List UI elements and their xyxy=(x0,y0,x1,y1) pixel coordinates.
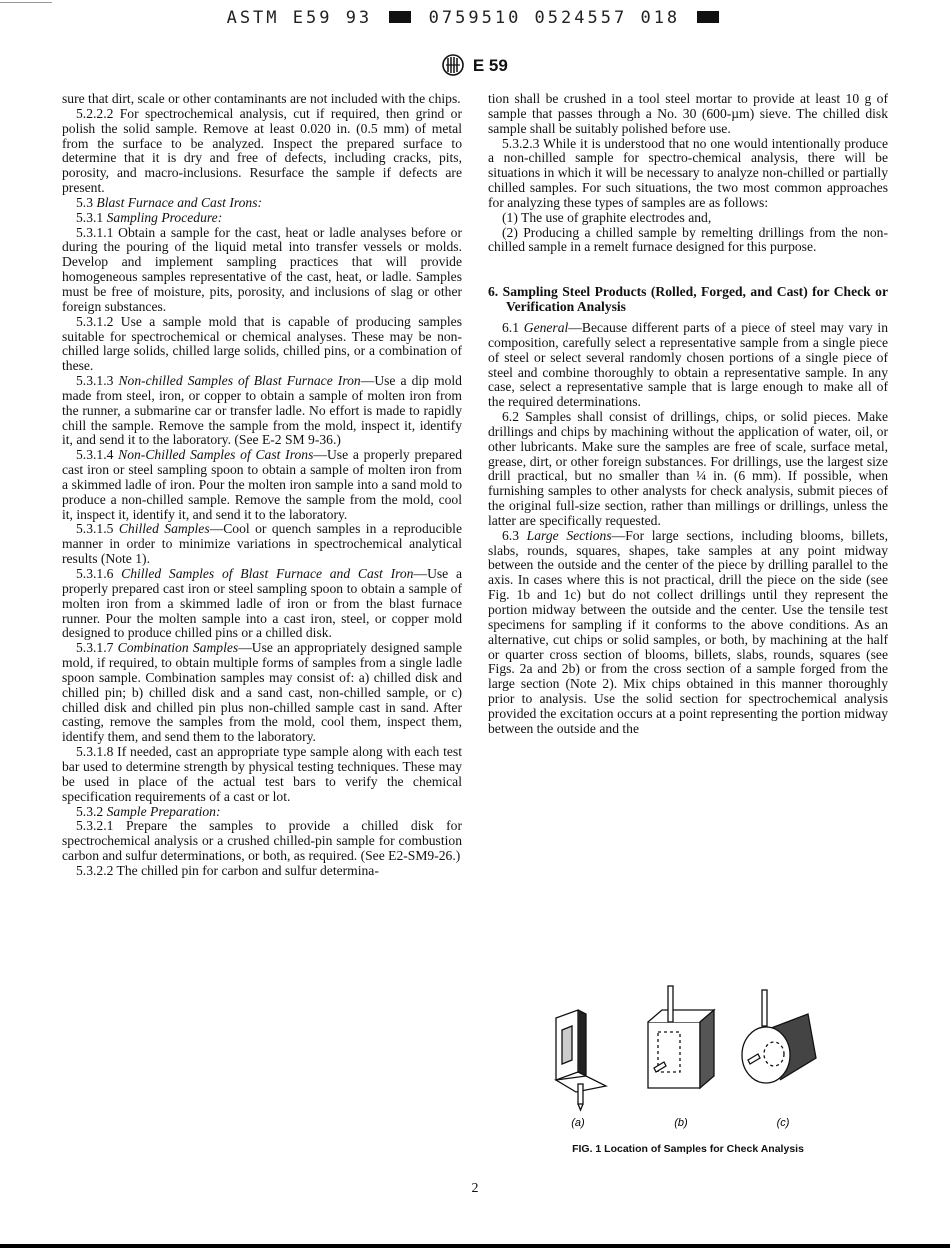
figure-label-b: (b) xyxy=(674,1117,688,1129)
astm-logo-icon xyxy=(442,54,464,76)
paragraph-text: 5.3.2.2 The chilled pin for carbon and sulfur determina- xyxy=(76,862,379,878)
paragraph-text: —Because different parts of a piece of steel may vary in composition, carefully select a representative sample from a single piece of steel or select several randomly chosen portions of a single piece of steel and combine thoroughly to obtain a representative sample. In any case, select a representative sample that is large enough to make all of the required determinations. xyxy=(488,319,888,410)
paragraph-text: sure that dirt, scale or other contaminants are not included with the chips. xyxy=(62,91,461,106)
bottom-rule xyxy=(0,1244,950,1248)
right-column xyxy=(488,92,888,737)
paragraph xyxy=(62,641,462,745)
standard-number: E 59 xyxy=(472,56,508,75)
paragraph-title: Sampling Procedure: xyxy=(106,209,223,225)
paragraph xyxy=(62,745,462,804)
paragraph xyxy=(488,410,888,529)
paragraph xyxy=(62,196,462,211)
paragraph-title: Blast Furnace and Cast Irons: xyxy=(96,194,263,210)
paragraph-number: (1) xyxy=(502,209,518,225)
paragraph-title: Non-Chilled Samples of Cast Irons xyxy=(118,447,314,463)
paragraph-number: 5.3.1.3 xyxy=(76,373,114,389)
paragraph xyxy=(62,448,462,522)
paragraph-text: —Use an appropriately designed sample mold, if required, to obtain multiple forms of samples from a single ladle spoon sample. Combination samples may consist of: a) chilled disk and chilled pin; b) chilled disk and a sand cast, non-chilled sample, or c) chilled disk and chilled pin plus non-chilled sample cast in sand. After casting, remove the samples from the mold, cool them, inspect them, identify them, and send them to the laboratory. xyxy=(62,640,462,745)
paragraph xyxy=(62,567,462,641)
figure-part-a xyxy=(556,1010,606,1110)
paragraph-text: 5.3.1.2 Use a sample mold that is capable of producing samples suitable for spectrochemical or chemical analyses. These may be non-chilled large solids, chilled large solids, chilled pins, or a combination of these. xyxy=(62,313,462,374)
paragraph-number: 6.1 xyxy=(502,319,519,335)
paragraph xyxy=(62,226,462,315)
paragraph-text: 5.2.2.2 For spectrochemical analysis, cut if required, then grind or polish the solid sample. Remove at least 0.020 in. (0.5 mm) of metal from the surface to be analyzed. Inspect the prepared surface to determine that it is dry and free of defects, including cracks, pits, porosity, and macro-inclusions. Resurface the sample if defects are present. xyxy=(62,105,462,196)
paragraph xyxy=(62,315,462,374)
paragraph-text: Producing a chilled sample by remelting drillings from the non-chilled sample in a remelt furnace designed for this purpose. xyxy=(488,224,888,255)
paragraph-title: Combination Samples xyxy=(117,640,239,656)
header-code-right: 018 xyxy=(640,8,681,28)
paragraph xyxy=(62,819,462,864)
paragraph xyxy=(62,374,462,448)
paragraph xyxy=(62,107,462,196)
paragraph-title: Sample Preparation: xyxy=(106,803,221,819)
paragraph xyxy=(488,92,888,137)
paragraph-number: 5.3.1 xyxy=(76,209,104,225)
paragraph-text: 5.3.1.1 Obtain a sample for the cast, heat or ladle analyses before or during the pouring of the liquid metal into transfer vessels or molds. Develop and implement sampling practices that will provide homogeneous samples representative of the cast, heat, or ladle. Samples must be free of moisture, pits, porosity, and inclusions of slag or other foreign substances. xyxy=(62,224,462,314)
paragraph-text: —Use a dip mold made from steel, iron, or copper to obtain a sample of molten iron from the runner, a submarine car or transfer ladle. No effort is made to rapidly chill the sample. Remove the sample from the mold, inspect it, identify it, and send it to the laboratory. (See E-2 SM 9-36.) xyxy=(62,373,462,448)
header-code-left: ASTM E59 93 xyxy=(226,8,373,28)
paragraph-number: 5.3 xyxy=(76,194,93,210)
figure-label-a: (a) xyxy=(571,1117,585,1129)
paragraph-number: 5.3.2 xyxy=(76,803,104,819)
paragraph-text: 5.3.1.8 If needed, cast an appropriate type sample along with each test bar used to determine strength by physical testing techniques. These may be used in place of the actual test bars to verify the chemical specification requirements of a cast or lot. xyxy=(62,744,462,804)
paragraph-text: 5.3.2.1 Prepare the samples to provide a chilled disk for spectrochemical analysis or a crushed chilled-pin sample for combustion carbon and sulfur determinations, or both, as required. (See E2-SM9-26.) xyxy=(62,818,462,864)
paragraph xyxy=(62,211,462,226)
paragraph xyxy=(62,522,462,567)
black-block-1 xyxy=(389,11,411,23)
paragraph-title: Chilled Samples xyxy=(118,521,210,537)
astm-header-code xyxy=(0,8,950,28)
paragraph xyxy=(488,211,888,226)
figure-part-c xyxy=(742,990,816,1083)
paragraph xyxy=(488,226,888,256)
right-column-section-6 xyxy=(488,321,888,737)
paragraph-text: The use of graphite electrodes and, xyxy=(521,209,712,225)
standard-designation xyxy=(0,54,950,76)
paragraph-text: tion shall be crushed in a tool steel mortar to provide at least 10 g of sample that passes through a No. 30 (600-µm) sieve. The chilled disk sample shall be suitably polished before use. xyxy=(488,91,888,136)
black-block-2 xyxy=(697,11,719,23)
section-6-heading: 6. Sampling Steel Products (Rolled, Forged, and Cast) for Check or Verification Analysis xyxy=(488,284,888,315)
paragraph-title: Non-chilled Samples of Blast Furnace Iron xyxy=(118,373,361,389)
figure-1-illustration xyxy=(548,980,838,1130)
paragraph xyxy=(62,805,462,820)
paragraph xyxy=(62,864,462,879)
paragraph xyxy=(488,321,888,410)
paragraph-number: 5.3.1.4 xyxy=(76,447,114,463)
left-column xyxy=(62,92,462,879)
paragraph-text: —Use a properly prepared cast iron or steel sampling spoon to obtain a sample of molten iron from a skimmed ladle of iron or from the blast furnace runner. Pour the molten sample into a cast iron, steel, or copper mold designed to produce chilled pins or a chilled disk. xyxy=(62,566,462,641)
paragraph xyxy=(62,92,462,107)
paragraph-number: 5.3.1.7 xyxy=(76,640,114,656)
paragraph-text: —For large sections, including blooms, billets, slabs, rounds, squares, shapes, take samples at any point midway between the outside and the center of the piece by drilling parallel to the axis. In cases where this is not practical, drill the piece on the side (see Fig. 1b and 1c) but do not collect drillings until they represent the portion midway between the outside and the center. Use the tensile test specimens for sampling if it conforms to the above conditions. As an alternative, cut chips or solid samples, or both, by machining at the half or quarter cross section of blooms, billets, slabs, rounds, squares (see Figs. 2a and 2b) or from the cross section of a sample forged from the large section (Note 2). Mix chips obtained in this manner thoroughly prior to analysis. Use the solid section for spectrochemical analysis provided the excitation occurs at a point representing the portion midway between the outside and the xyxy=(488,527,888,736)
paragraph-text: 5.3.2.3 While it is understood that no one would intentionally produce a non-chilled sample for spectro-chemical analysis, there will be situations in which it will be necessary to analyze non-chilled or partially chilled samples. For such situations, the two most common approaches for analyzing these types of samples are as follows: xyxy=(488,135,888,210)
paragraph-number: 5.3.1.6 xyxy=(76,566,114,581)
paragraph-title: General xyxy=(523,319,569,335)
paragraph-number: (2) xyxy=(502,224,518,240)
paragraph xyxy=(488,529,888,737)
paragraph-number: 5.3.1.5 xyxy=(76,521,114,537)
right-column-top xyxy=(488,92,888,255)
page-number: 2 xyxy=(471,1181,479,1196)
figure-label-c: (c) xyxy=(776,1117,790,1129)
paragraph-text: —Cool or quench samples in a reproducible manner in order to minimize variations in spectrochemical analytical results (Note 1). xyxy=(62,521,462,567)
header-code-mid: 0759510 0524557 xyxy=(428,8,628,28)
paragraph-text: 6.2 Samples shall consist of drillings, chips, or solid pieces. Make drillings and chips by machining without the application of water, oil, or other lubricants. Make sure the samples are free of scale, surface metal, grease, dirt, or other foreign substances. For drillings, use the largest size drill practical, but no smaller than ¼ in. (6 mm). If possible, when furnishing samples to other analysts for check analysis, submit pieces of the original full-size section, rather than millings or drillings, unless the latter are specifically requested. xyxy=(488,409,888,528)
paragraph-title: Large Sections xyxy=(526,527,612,543)
paragraph-text: —Use a properly prepared cast iron or steel sampling spoon to obtain a sample of molten iron from a skimmed ladle of iron. Pour the molten iron sample into a sand mold to produce a non-chilled sample. Remove the sample from the mold, cool it, inspect it, identify it, and send it to the laboratory. xyxy=(62,447,462,522)
paragraph-title: Chilled Samples of Blast Furnace and Cast Iron xyxy=(121,566,414,581)
paragraph xyxy=(488,137,888,211)
paragraph-number: 6.3 xyxy=(502,527,519,543)
figure-part-b xyxy=(648,986,714,1088)
figure-caption: FIG. 1 Location of Samples for Check Analysis xyxy=(572,1143,804,1155)
top-rule xyxy=(0,2,52,3)
